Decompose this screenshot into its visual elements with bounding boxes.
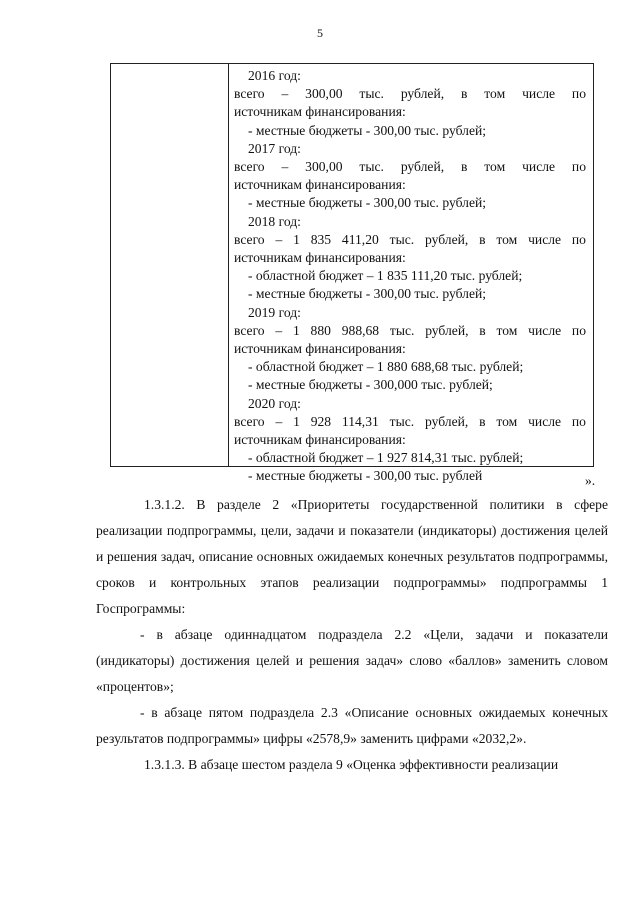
table-cell-line: 2017 год:: [248, 140, 301, 156]
financing-cell: [234, 67, 586, 486]
table-cell-line: всего – 1 928 114,31 тыс. рублей, в том числе по: [234, 413, 586, 429]
table-cell-line: источникам финансирования:: [234, 432, 406, 448]
paragraph-subsection-2-2: - в абзаце одиннадцатом подраздела 2.2 «Цели, задачи и показатели (индикаторы) достижения целей и решения задач» слово «баллов» заменить словом «процентов»;: [96, 627, 608, 694]
table-cell-line: - местные бюджеты - 300,00 тыс. рублей;: [248, 286, 487, 302]
page-number: 5: [317, 26, 323, 40]
table-cell-line: всего – 300,00 тыс. рублей, в том числе по: [234, 159, 586, 175]
table-cell-line: 2016 год:: [248, 68, 301, 83]
table-cell-line: - областной бюджет – 1 835 111,20 тыс. рублей;: [248, 268, 523, 284]
table-cell-line: - областной бюджет – 1 880 688,68 тыс. рублей;: [248, 359, 524, 375]
table-cell-line: - местные бюджеты - 300,00 тыс. рублей;: [248, 195, 487, 211]
table-cell-line: источникам финансирования:: [234, 177, 406, 193]
table-column-divider: [228, 64, 229, 466]
table-cell-line: источникам финансирования:: [234, 104, 406, 120]
table-cell-line: - местные бюджеты - 300,00 тыс. рублей: [248, 468, 483, 484]
table-cell-line: 2018 год:: [248, 213, 301, 229]
table-cell-line: - местные бюджеты - 300,00 тыс. рублей;: [248, 122, 487, 138]
table-cell-line: всего – 1 880 988,68 тыс. рублей, в том числе по: [234, 322, 586, 338]
paragraph-1-3-1-3: 1.3.1.3. В абзаце шестом раздела 9 «Оценка эффективности реализации: [144, 757, 559, 772]
table-cell-line: источникам финансирования:: [234, 250, 406, 266]
financing-table: [110, 63, 594, 484]
table-cell-line: источникам финансирования:: [234, 341, 406, 357]
table-cell-line: 2020 год:: [248, 395, 301, 411]
table-cell-line: - областной бюджет – 1 927 814,31 тыс. рублей;: [248, 450, 524, 466]
paragraph-subsection-2-3: - в абзаце пятом подраздела 2.3 «Описание основных ожидаемых конечных результатов подпрограммы» цифры «2578,9» заменить цифрами «2032,2».: [96, 705, 608, 746]
table-cell-line: - местные бюджеты - 300,000 тыс. рублей;: [248, 377, 493, 393]
table-cell-line: 2019 год:: [248, 304, 301, 320]
closing-quote: ».: [585, 473, 596, 488]
table-cell-line: всего – 1 835 411,20 тыс. рублей, в том числе по: [234, 231, 586, 247]
paragraph-1-3-1-2: 1.3.1.2. В разделе 2 «Приоритеты государственной политики в сфере реализации подпрограммы, цели, задачи и показатели (индикаторы) достижения целей и решения задач, описание основных ожидаемых конечных результатов подпрограммы, сроков и контрольных этапов реализации подпрограммы» подпрограммы 1 Госпрограммы:: [96, 497, 608, 616]
table-cell-line: всего – 300,00 тыс. рублей, в том числе по: [234, 86, 586, 102]
body-section: [96, 492, 608, 778]
